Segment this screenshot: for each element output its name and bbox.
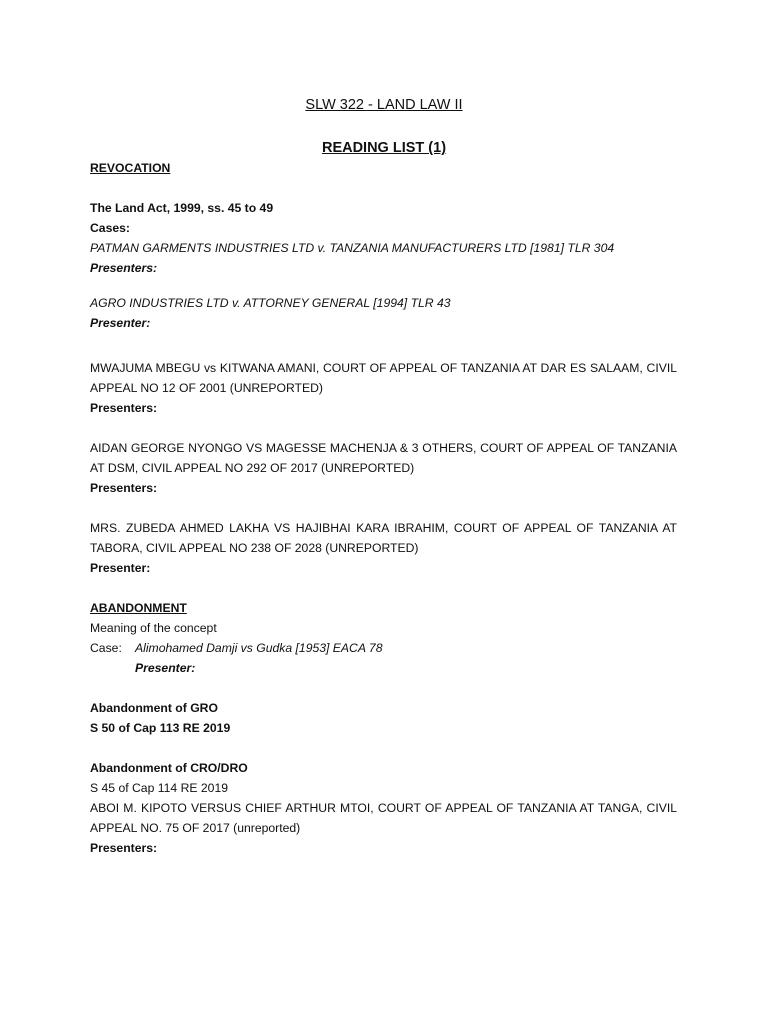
cases-label: Cases:	[90, 221, 130, 235]
gro-statute: S 50 of Cap 113 RE 2019	[90, 721, 231, 735]
case-alimohamed-presenter: Presenter:	[135, 661, 196, 675]
land-act-reference: The Land Act, 1999, ss. 45 to 49	[90, 201, 274, 215]
case-zubeda: MRS. ZUBEDA AHMED LAKHA VS HAJIBHAI KARA IBRAHIM, COURT OF APPEAL OF TANZANIA AT TABORA, CIVIL APPEAL NO 238 OF 2028 (UNREPORTED)	[90, 521, 677, 555]
case-aboi: ABOI M. KIPOTO VERSUS CHIEF ARTHUR MTOI, COURT OF APPEAL OF TANZANIA AT TANGA, CIVIL APPEAL NO. 75 OF 2017 (unreported)	[90, 801, 677, 835]
case-mwajuma: MWAJUMA MBEGU vs KITWANA AMANI, COURT OF APPEAL OF TANZANIA AT DAR ES SALAAM, CIVIL APPEAL NO 12 OF 2001 (UNREPORTED)	[90, 361, 677, 395]
case-patman: PATMAN GARMENTS INDUSTRIES LTD v. TANZANIA MANUFACTURERS LTD [1981] TLR 304	[90, 241, 615, 255]
case-agro: AGRO INDUSTRIES LTD v. ATTORNEY GENERAL [1994] TLR 43	[90, 296, 451, 310]
course-title: SLW 322 - LAND LAW II	[305, 97, 463, 113]
meaning-of-concept: Meaning of the concept	[90, 621, 217, 635]
case-agro-presenter: Presenter:	[90, 316, 151, 330]
gro-heading: Abandonment of GRO	[90, 701, 218, 715]
document-body	[90, 158, 677, 858]
reading-list-title: READING LIST (1)	[321, 140, 447, 156]
case-mwajuma-presenters: Presenters:	[90, 401, 158, 415]
case-alimohamed-row	[90, 638, 677, 658]
case-label: Case:	[90, 641, 122, 655]
cro-heading: Abandonment of CRO/DRO	[90, 761, 248, 775]
case-aidan: AIDAN GEORGE NYONGO VS MAGESSE MACHENJA & 3 OTHERS, COURT OF APPEAL OF TANZANIA AT DSM, CIVIL APPEAL NO 292 OF 2017 (UNREPORTED)	[90, 441, 677, 475]
case-zubeda-presenter: Presenter:	[90, 561, 151, 575]
case-aboi-presenters: Presenters:	[90, 841, 158, 855]
cro-statute: S 45 of Cap 114 RE 2019	[90, 781, 228, 795]
case-aidan-presenters: Presenters:	[90, 481, 158, 495]
case-patman-presenters: Presenters:	[90, 261, 158, 275]
abandonment-heading: ABANDONMENT	[90, 601, 187, 615]
case-alimohamed: Alimohamed Damji vs Gudka [1953] EACA 78	[135, 641, 383, 655]
revocation-heading: REVOCATION	[90, 161, 171, 175]
